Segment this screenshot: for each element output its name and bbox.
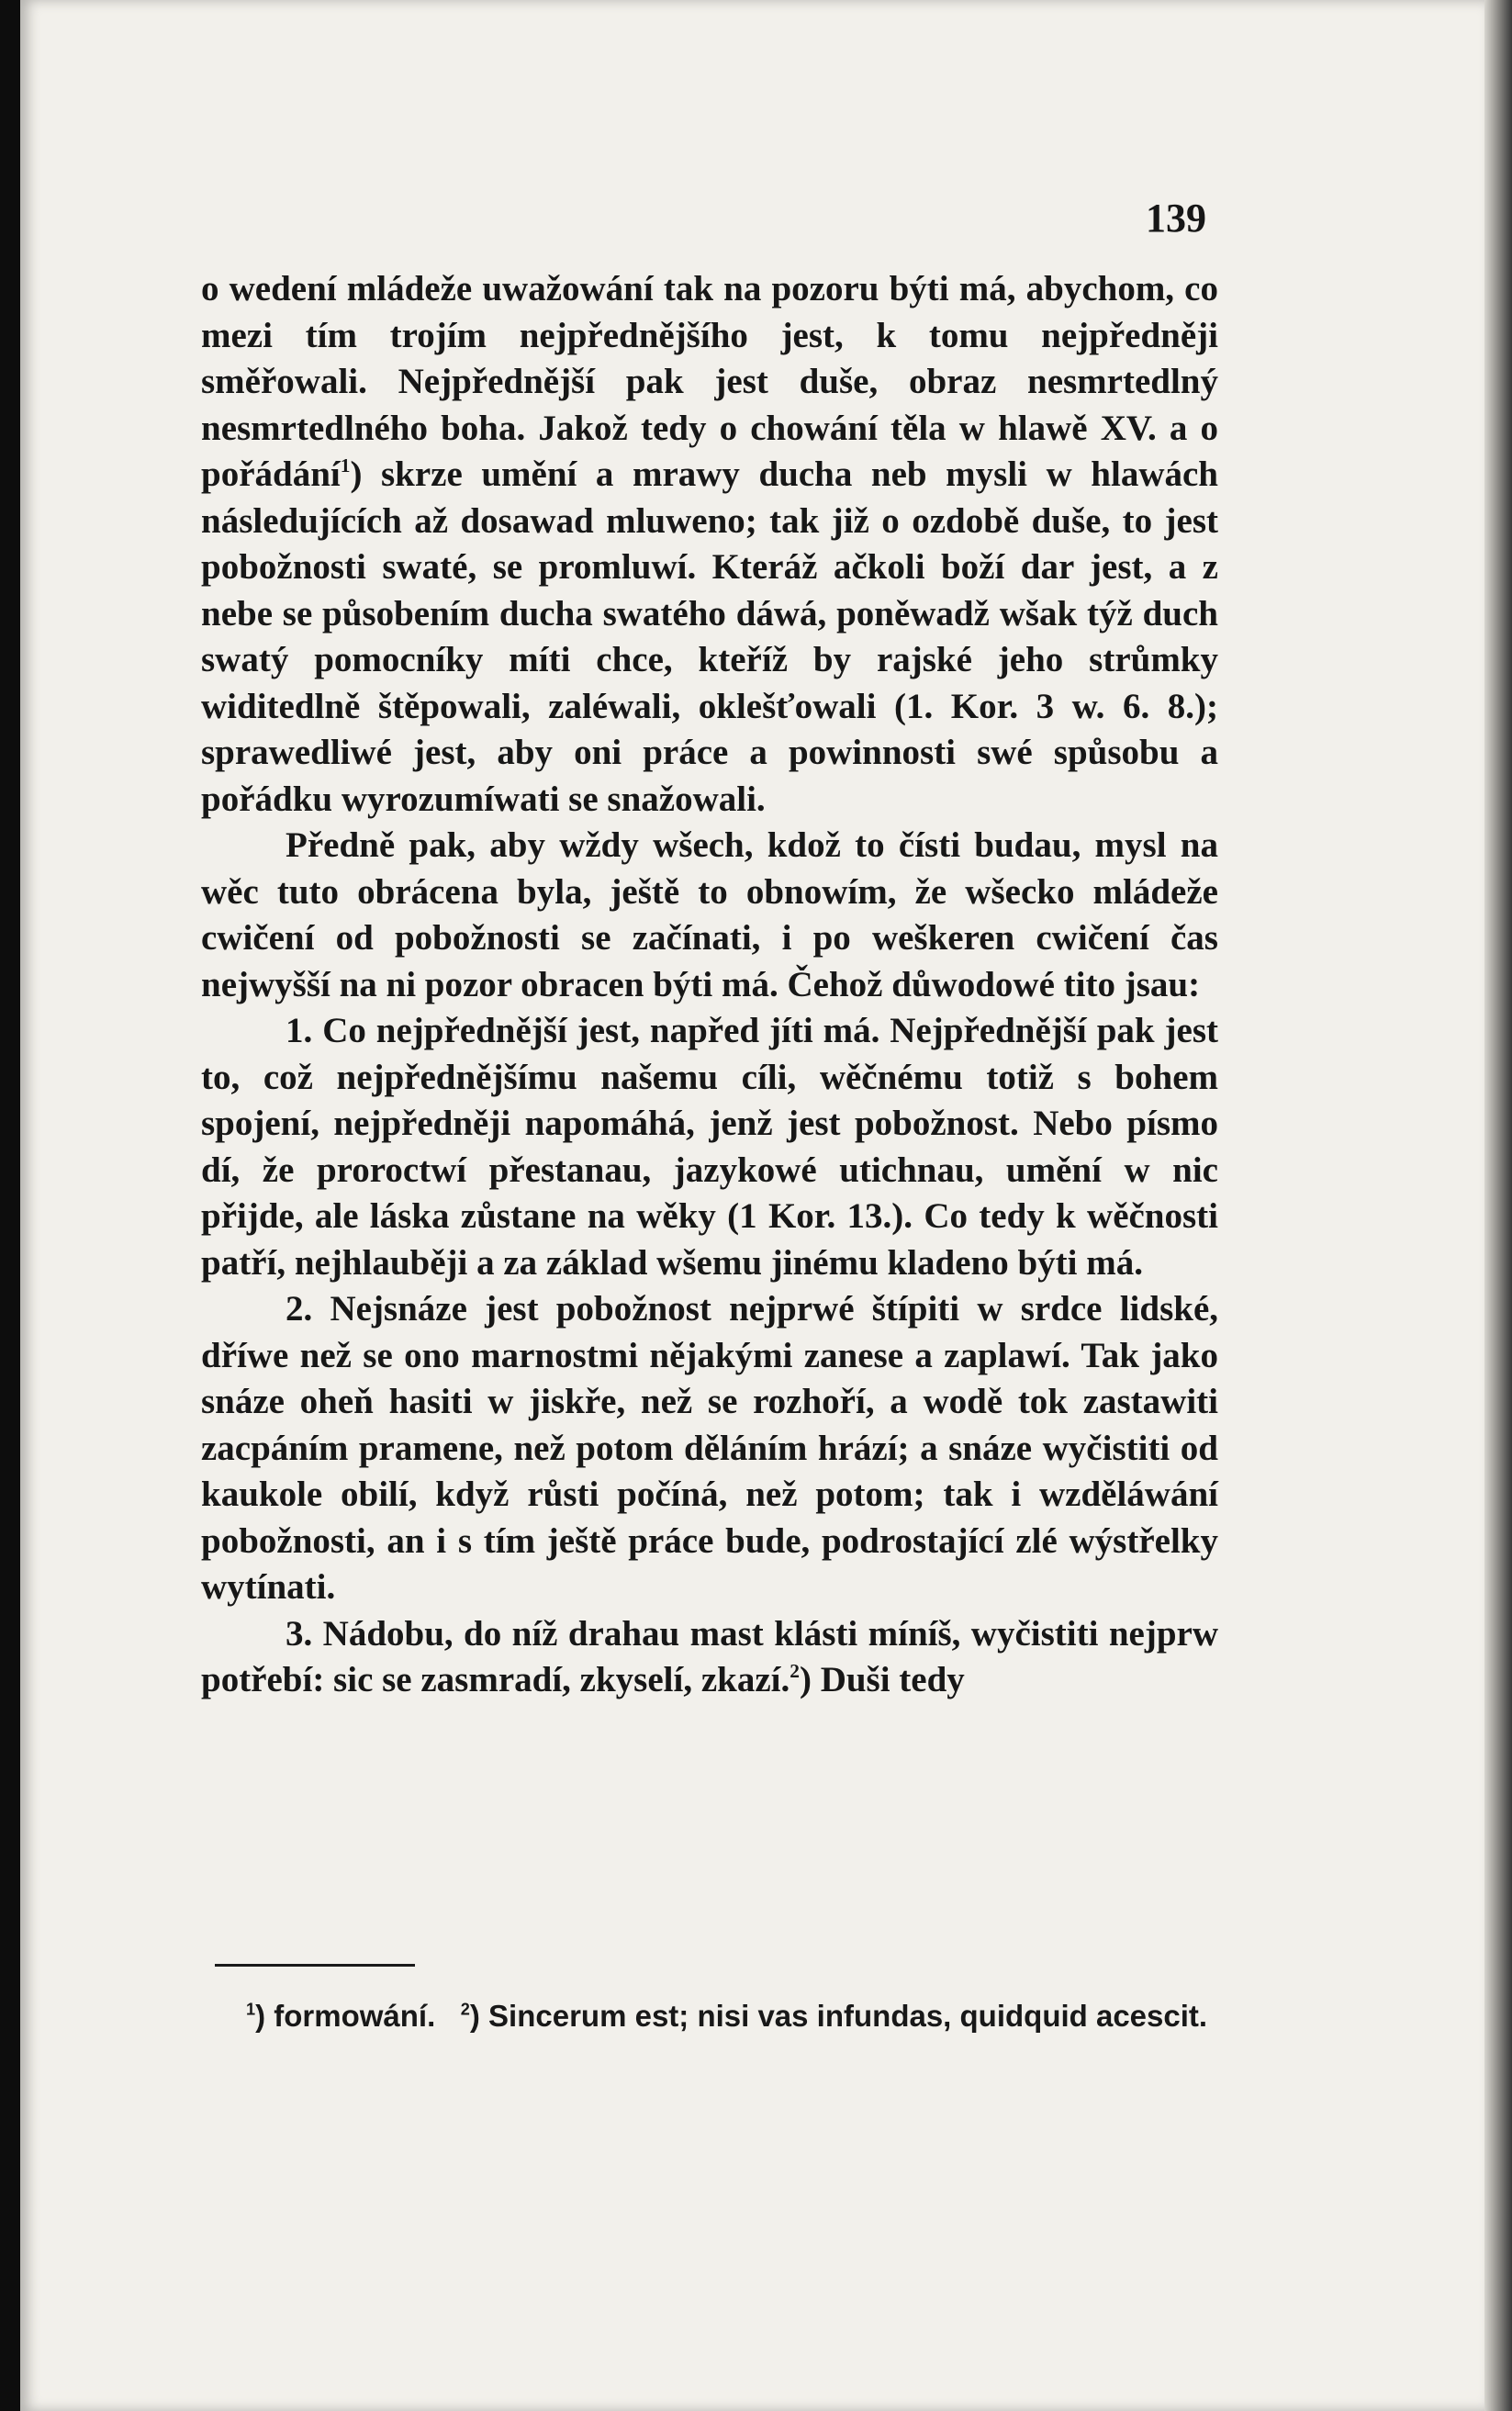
page-number: 139 xyxy=(1146,196,1206,241)
book-page xyxy=(20,0,1484,2411)
paragraph-3: 1. Co nejpřednější jest, napřed jíti má. Nejpřednější pak jest to, což nejpřednějšímu našemu cíli, wěčnému totiž s bohem spojení, nejpředněji napomáhá, jenž jest pobožnost. Nebo písmo dí, že proroctwí přestanau, jazykowé utichnau, umění w nic přijde, ale láska zůstane na wěky (1 Kor. 13.). Co tedy k wěčnosti patří, nejhlauběji a za základ wšemu jinému kladeno býti má. xyxy=(201,1011,1218,1283)
paragraph-4: 2. Nejsnáze jest pobožnost nejprwé štípiti w srdce lidské, dříwe než se ono marnostmi nějakými zanese a zaplawí. Tak jako snáze oheň hasiti w jiskře, než se rozhoří, a wodě tok zastawiti zacpáním pramene, než potom děláním hrází; a snáze wyčistiti od kaukole obilí, když růsti počíná, než potom; tak i wzděláwání pobožnosti, an i s tím ještě práce bude, podrostající zlé wýstřelky wytínati. xyxy=(201,1289,1218,1607)
footnote-mark: 2 xyxy=(460,2000,470,2019)
footnote-mark: 1 xyxy=(246,2000,256,2019)
paragraph-2: Předně pak, aby wždy wšech, kdož to čísti budau, mysl na wěc tuto obrácena byla, ještě to obnowím, že wšecko mládeže cwičení od pobožnosti se začínati, i po weškeren cwičení čas nejwyšší na ni pozor obracen býti má. Čehož důwodowé tito jsau: xyxy=(201,825,1218,1004)
paragraph-5: 3. Nádobu, do níž drahau mast klásti míníš, wyčistiti nejprw potřebí: sic se zasmradí, zkyselí, zkazí.$^2$) Duši tedy xyxy=(201,1613,1218,1699)
scan-left-edge xyxy=(0,0,20,2411)
footnote-ref-1: 1 xyxy=(340,454,351,477)
paragraph-1: o wedení mládeže uwažowání tak na pozoru býti má, abychom, co mezi tím trojím nejpřednějšího jest, k tomu nejpředněji směřowali. Nejpřednější pak jest duše, obraz nesmrtedlný nesmrtedlného boha. Jakož tedy o chowání těla w hlawě XV. a o pořádání$^1$) skrze umění a mrawy ducha neb mysli w hlawách následujících až dosawad mluweno; tak již o ozdobě duše, to jest pobožnosti swaté, se promluwí. Kteráž ačkoli boží dar jest, a z nebe se působením ducha swatého dáwá, poněwadž wšak týž duch swatý pomocníky míti chce, kteříž by rajské jeho strůmky widitedlně štěpowali, zaléwali, oklešťowali (1. Kor. 3 w. 6. 8.); sprawedliwé jest, aby oni práce a powinnosti swé spůsobu a pořádku wyrozumíwati se snažowali. xyxy=(201,269,1218,819)
footnote: $^1$) formowání. $^2$) Sincerum est; nisi vas infundas, quidquid acescit. xyxy=(246,1999,1208,2033)
footnotes xyxy=(246,1994,1219,2038)
footnote-ref-2: 2 xyxy=(790,1660,800,1682)
scan-right-edge xyxy=(1484,0,1512,2411)
footnote-divider xyxy=(215,1964,415,1967)
body-text xyxy=(201,266,1218,1704)
